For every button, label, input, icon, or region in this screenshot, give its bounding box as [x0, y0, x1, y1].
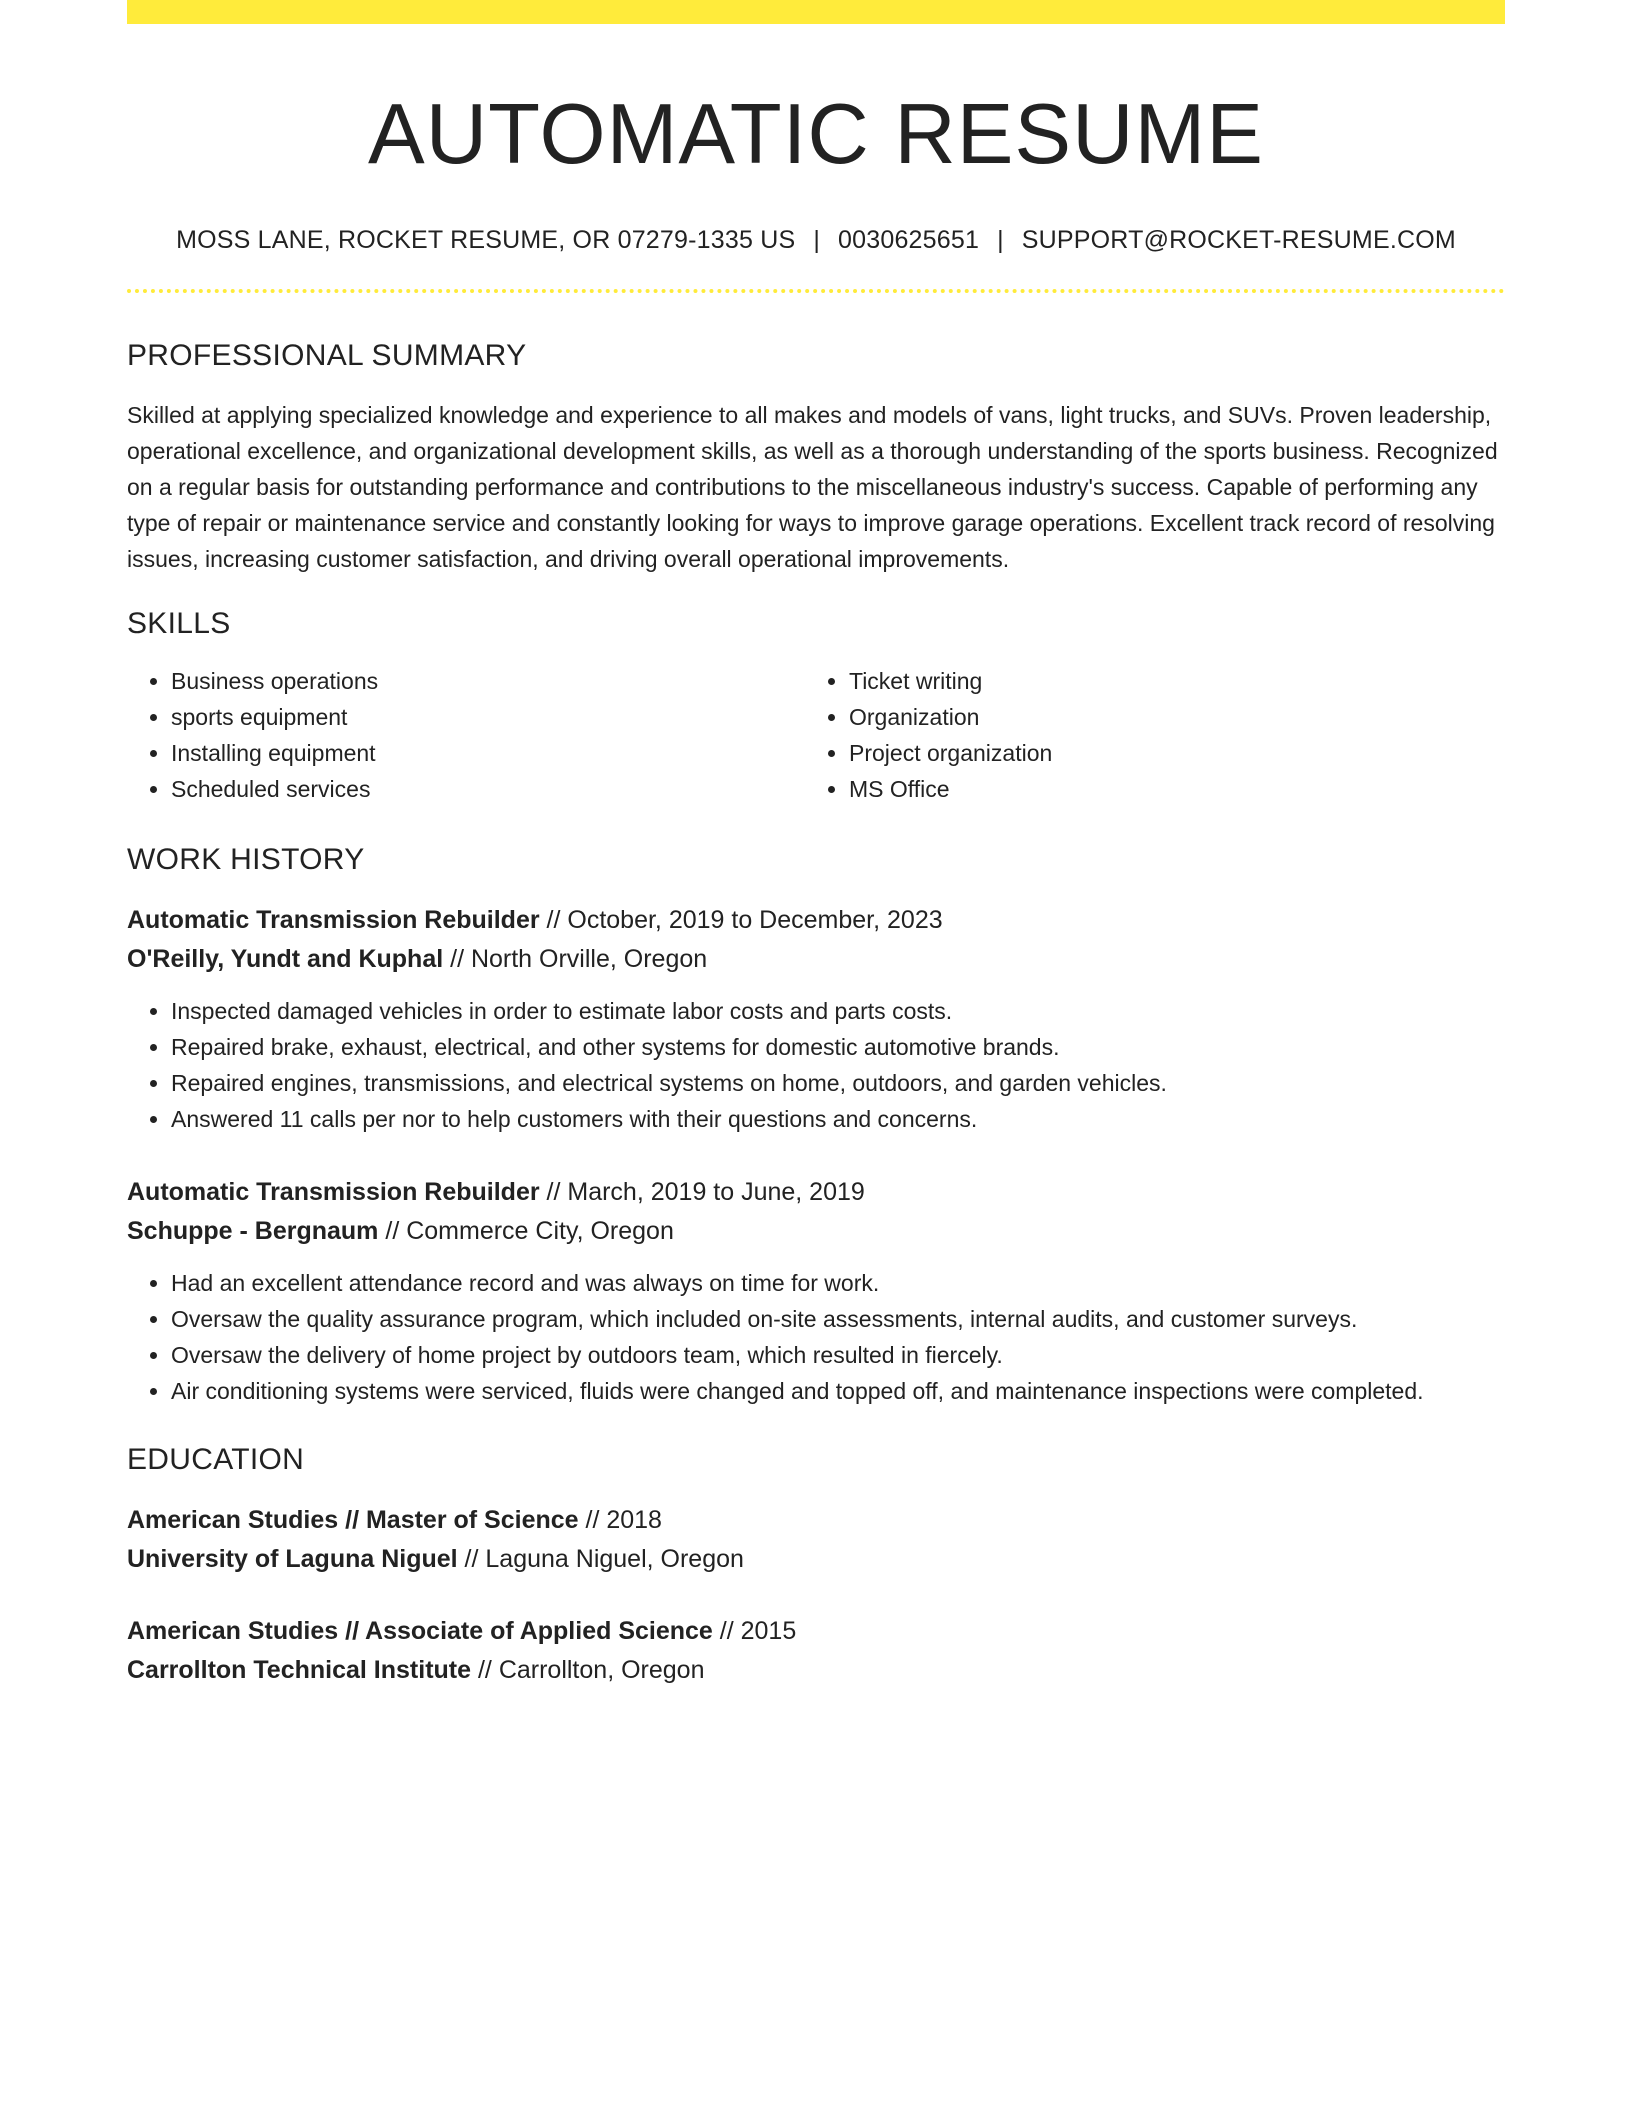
skills-list: [127, 663, 1505, 807]
job-company: O'Reilly, Yundt and Kuphal: [127, 944, 444, 973]
education-school-line: [127, 1651, 1505, 1690]
accent-bar: [127, 0, 1505, 24]
skill-item: • Organization: [849, 699, 1483, 735]
resume-name: AUTOMATIC RESUME: [368, 87, 1264, 182]
education-location: // Laguna Niguel, Oregon: [457, 1544, 744, 1573]
education-year: // 2018: [578, 1505, 662, 1534]
education-entry: [127, 1501, 1505, 1579]
job-location: // Commerce City, Oregon: [378, 1216, 674, 1245]
duty-item: • Answered 11 calls per nor to help customers with their questions and concerns.: [171, 1101, 1505, 1137]
education-degree-line: [127, 1612, 1505, 1651]
duty-item: • Repaired brake, exhaust, electrical, and other systems for domestic automotive brands.: [171, 1029, 1505, 1065]
skills-column-left: [127, 663, 805, 807]
duty-item: • Repaired engines, transmissions, and electrical systems on home, outdoors, and garden vehicles.: [171, 1065, 1505, 1101]
education-degree: American Studies // Associate of Applied Science: [127, 1616, 713, 1645]
education-school: Carrollton Technical Institute: [127, 1655, 472, 1684]
education-location: // Carrollton, Oregon: [471, 1655, 705, 1684]
job-dates: // October, 2019 to December, 2023: [539, 905, 943, 934]
education-degree: American Studies // Master of Science: [127, 1505, 579, 1534]
education-school: University of Laguna Niguel: [127, 1544, 458, 1573]
contact-line: [127, 226, 1505, 255]
skill-item: • Business operations: [171, 663, 805, 699]
skill-item: • Scheduled services: [171, 771, 805, 807]
job-company: Schuppe - Bergnaum: [127, 1216, 379, 1245]
duty-item: • Inspected damaged vehicles in order to estimate labor costs and parts costs.: [171, 993, 1505, 1029]
job-title-line: [127, 901, 1505, 940]
resume-page: [127, 0, 1505, 1690]
job-entry: [127, 901, 1505, 1137]
skill-item: • Project organization: [849, 735, 1483, 771]
contact-address: MOSS LANE, ROCKET RESUME, OR 07279-1335 US: [176, 225, 796, 254]
job-role: Automatic Transmission Rebuilder: [127, 1177, 540, 1206]
duty-item: • Oversaw the quality assurance program, which included on-site assessments, internal audits, and customer surveys.: [171, 1301, 1505, 1337]
contact-separator: |: [813, 225, 821, 254]
skill-item: • MS Office: [849, 771, 1483, 807]
contact-email[interactable]: SUPPORT@ROCKET-RESUME.COM: [1021, 225, 1456, 254]
skill-item: • sports equipment: [171, 699, 805, 735]
education-degree-line: [127, 1501, 1505, 1540]
summary-heading: PROFESSIONAL SUMMARY: [127, 338, 527, 372]
skill-item: • Ticket writing: [849, 663, 1483, 699]
job-role: Automatic Transmission Rebuilder: [127, 905, 540, 934]
education-year: // 2015: [712, 1616, 797, 1645]
job-entry: [127, 1173, 1505, 1409]
duty-item: • Had an excellent attendance record and was always on time for work.: [171, 1265, 1505, 1301]
education-school-line: [127, 1540, 1505, 1579]
job-location: // North Orville, Oregon: [443, 944, 708, 973]
job-company-line: [127, 940, 1505, 979]
contact-phone: 0030625651: [838, 225, 980, 254]
skills-column-right: [805, 663, 1483, 807]
job-company-line: [127, 1212, 1505, 1251]
duty-item: • Oversaw the delivery of home project by outdoors team, which resulted in fiercely.: [171, 1337, 1505, 1373]
education-entry: [127, 1612, 1505, 1690]
job-dates: // March, 2019 to June, 2019: [539, 1177, 865, 1206]
job-duties: [127, 993, 1505, 1137]
skill-item: • Installing equipment: [171, 735, 805, 771]
contact-separator: |: [997, 225, 1004, 254]
education-heading: EDUCATION: [127, 1442, 305, 1476]
work-history-heading: WORK HISTORY: [127, 842, 365, 876]
duty-item: • Air conditioning systems were serviced, fluids were changed and topped off, and maintenance inspections were completed.: [171, 1373, 1505, 1409]
job-title-line: [127, 1173, 1505, 1212]
job-duties: [127, 1265, 1505, 1409]
summary-text: Skilled at applying specialized knowledge and experience to all makes and models of vans, light trucks, and SUVs. Proven leadership, operational excellence, and organizational development skills, as well as a thorough understanding of the sports business. Recognized on a regular basis for outstanding performance and contributions to the miscellaneous industry's success. Capable of performing any type of repair or maintenance service and constantly looking for ways to improve garage operations. Excellent track record of resolving issues, increasing customer satisfaction, and driving overall operational improvements.: [127, 401, 1498, 572]
skills-heading: SKILLS: [127, 606, 231, 640]
dotted-divider: [127, 289, 1505, 293]
